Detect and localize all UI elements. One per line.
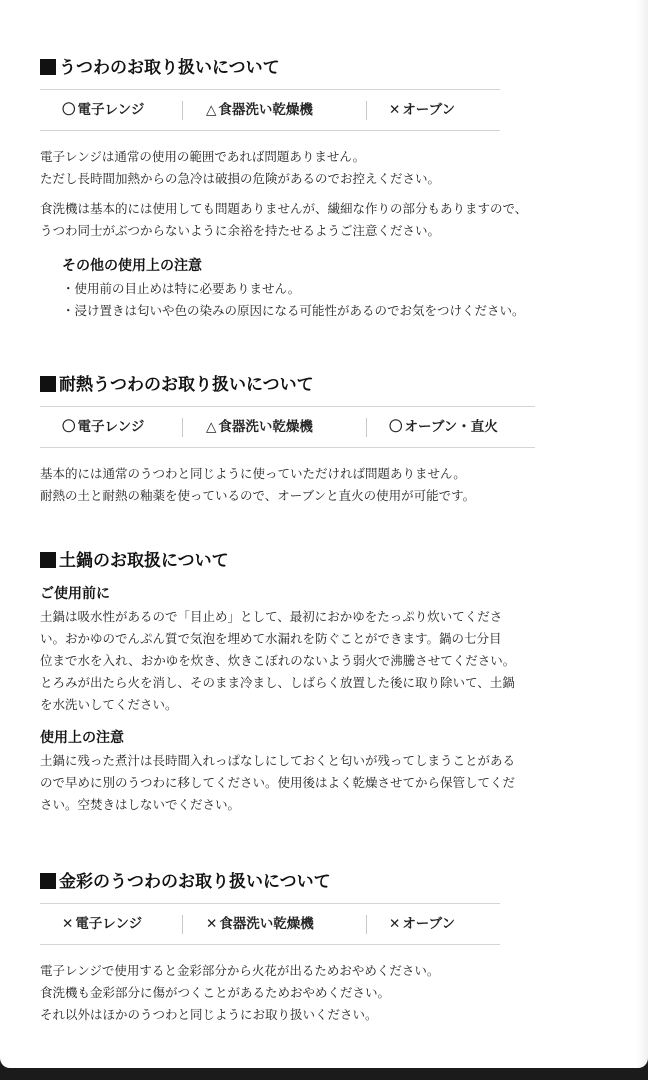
triangle-mark-icon: △ bbox=[206, 102, 217, 118]
gold-decorated-paragraph bbox=[40, 960, 610, 1026]
text-line: 耐熱の土と耐熱の釉薬を使っているので、オーブンと直火の使用が可能です。 bbox=[40, 488, 476, 503]
section-heatproof-care bbox=[40, 374, 610, 507]
text-line: 土鍋に残った煮汁は長時間入れっぱなしにしておくと匂いが残ってしまうことがある bbox=[40, 753, 516, 768]
usage-oven-open-flame bbox=[389, 407, 498, 447]
page-edge-shadow bbox=[636, 0, 648, 1068]
usage-oven bbox=[389, 90, 455, 130]
circle-mark-icon: 〇 bbox=[62, 102, 76, 118]
text-line: を水洗いしてください。 bbox=[40, 697, 178, 712]
usage-label: オーブン bbox=[402, 102, 456, 118]
usage-dishwasher bbox=[206, 90, 313, 130]
square-bullet-icon bbox=[40, 873, 56, 889]
divider bbox=[366, 101, 367, 120]
text-line: 土鍋は吸水性があるので「目止め」として、最初におかゆをたっぷり炊いてくださ bbox=[40, 609, 503, 624]
cross-mark-icon: ✕ bbox=[389, 102, 401, 118]
text-line: い。おかゆのでんぷん質で気泡を埋めて水漏れを防ぐことができます。鍋の七分目 bbox=[40, 631, 502, 646]
text-line: 基本的には通常のうつわと同じように使っていただければ問題ありません。 bbox=[40, 466, 466, 481]
usage-label: 電子レンジ bbox=[75, 916, 143, 932]
text-line: ただし長時間加熱からの急冷は破損の危険があるのでお控えください。 bbox=[40, 171, 441, 186]
usage-compatibility-row bbox=[40, 903, 500, 945]
divider bbox=[182, 418, 183, 437]
text-line: それ以外はほかのうつわと同じようにお取り扱いください。 bbox=[40, 1007, 378, 1022]
other-notes-title: その他の使用上の注意 bbox=[62, 258, 202, 274]
cross-mark-icon: ✕ bbox=[62, 916, 74, 932]
circle-mark-icon: 〇 bbox=[62, 419, 76, 435]
before-use-title: ご使用前に bbox=[40, 586, 110, 602]
section-heading bbox=[40, 871, 610, 893]
section-title: 耐熱うつわのお取り扱いについて bbox=[59, 375, 314, 395]
cross-mark-icon: ✕ bbox=[206, 916, 218, 932]
usage-compatibility-row bbox=[40, 406, 535, 448]
text-line: とろみが出たら火を消し、そのまま冷まし、しばらく放置した後に取り除いて、土鍋 bbox=[40, 675, 515, 690]
usage-microwave bbox=[62, 904, 142, 944]
usage-dishwasher bbox=[206, 904, 314, 944]
heatproof-paragraph bbox=[40, 463, 610, 507]
usage-label: 食器洗い乾燥機 bbox=[219, 916, 314, 932]
usage-oven bbox=[389, 904, 455, 944]
usage-label: 食器洗い乾燥機 bbox=[218, 102, 313, 118]
other-notes-list bbox=[62, 278, 610, 322]
divider bbox=[182, 101, 183, 120]
usage-label: 電子レンジ bbox=[77, 102, 145, 118]
divider bbox=[366, 418, 367, 437]
list-item: ・使用前の目止めは特に必要ありません。 bbox=[62, 281, 301, 296]
section-title: 土鍋のお取扱について bbox=[59, 551, 229, 571]
text-line: さい。空焚きはしないでください。 bbox=[40, 797, 241, 812]
section-tableware-care bbox=[40, 57, 610, 322]
usage-microwave bbox=[62, 407, 144, 447]
text-line: 電子レンジで使用すると金彩部分から火花が出るためおやめください。 bbox=[40, 963, 440, 978]
divider bbox=[182, 915, 183, 934]
section-title: 金彩のうつわのお取り扱いについて bbox=[59, 872, 331, 892]
usage-microwave bbox=[62, 90, 144, 130]
cross-mark-icon: ✕ bbox=[389, 916, 401, 932]
section-gold-decorated-care bbox=[40, 871, 610, 1026]
triangle-mark-icon: △ bbox=[206, 419, 217, 435]
square-bullet-icon bbox=[40, 59, 56, 75]
text-line: 食洗機も金彩部分に傷がつくことがあるためおやめください。 bbox=[40, 985, 391, 1000]
text-line: 食洗機は基本的には使用しても問題ありませんが、繊細な作りの部分もありますので、 bbox=[40, 201, 528, 216]
usage-label: オーブン bbox=[402, 916, 456, 932]
square-bullet-icon bbox=[40, 552, 56, 568]
circle-mark-icon: 〇 bbox=[389, 419, 403, 435]
square-bullet-icon bbox=[40, 376, 56, 392]
usage-compatibility-row bbox=[40, 89, 500, 131]
dishwasher-paragraph bbox=[40, 198, 610, 242]
section-title: うつわのお取り扱いについて bbox=[59, 58, 280, 78]
list-item: ・浸け置きは匂いや色の染みの原因になる可能性があるのでお気をつけください。 bbox=[62, 303, 525, 318]
usage-label: オーブン・直火 bbox=[404, 419, 498, 435]
before-use-paragraph bbox=[40, 606, 610, 716]
text-line: うつわ同士がぶつからないように余裕を持たせるようご注意ください。 bbox=[40, 223, 441, 238]
divider bbox=[366, 915, 367, 934]
section-donabe-care bbox=[40, 550, 610, 816]
microwave-paragraph bbox=[40, 146, 610, 190]
section-heading bbox=[40, 57, 610, 79]
text-line: ので早めに別のうつわに移してください。使用後はよく乾燥させてから保管してくだ bbox=[40, 775, 516, 790]
text-line: 位まで水を入れ、おかゆを炊き、炊きこぼれのないよう弱火で沸騰させてください。 bbox=[40, 653, 516, 668]
text-line: 電子レンジは通常の使用の範囲であれば問題ありません。 bbox=[40, 149, 366, 164]
section-heading bbox=[40, 550, 610, 572]
usage-label: 食器洗い乾燥機 bbox=[218, 419, 313, 435]
usage-notes-title: 使用上の注意 bbox=[40, 730, 124, 746]
usage-notes-paragraph bbox=[40, 750, 610, 816]
section-heading bbox=[40, 374, 610, 396]
usage-label: 電子レンジ bbox=[77, 419, 145, 435]
usage-dishwasher bbox=[206, 407, 313, 447]
